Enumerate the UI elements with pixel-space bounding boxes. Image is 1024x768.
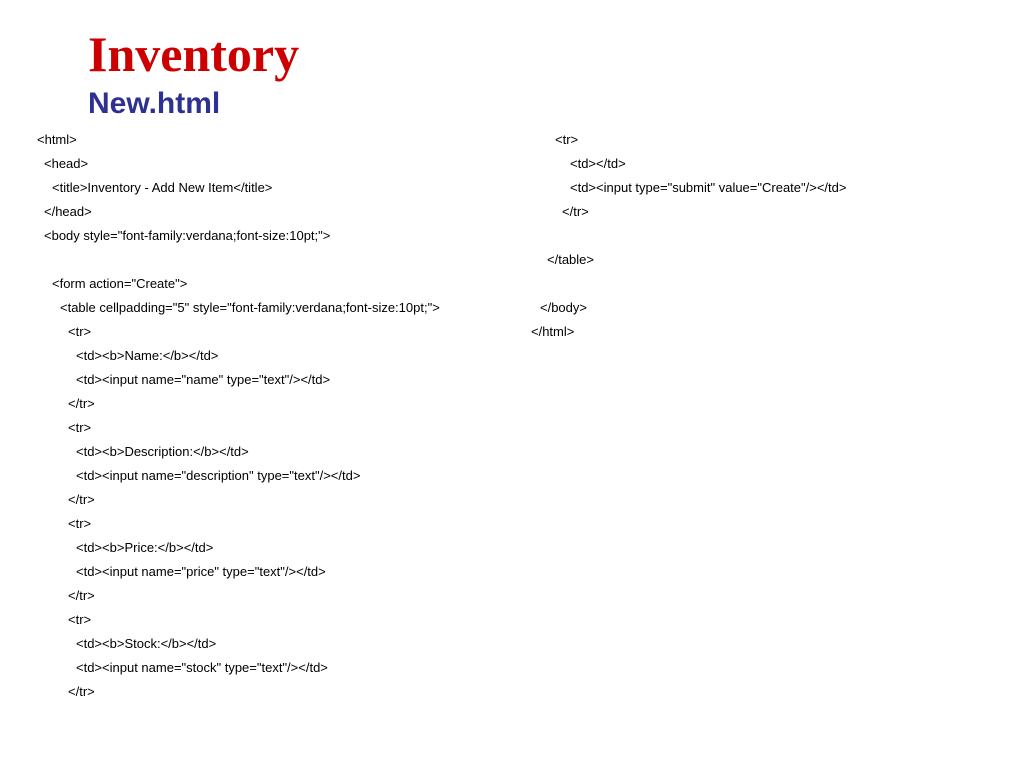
- code-line: [500, 200, 1000, 224]
- code-text: <tr>: [68, 324, 92, 339]
- code-line: [500, 272, 1000, 296]
- code-line: [0, 320, 520, 344]
- code-text: </tr>: [68, 684, 95, 699]
- code-line: [500, 176, 1000, 200]
- code-text: <form action="Create">: [52, 276, 188, 291]
- code-line: [0, 296, 520, 320]
- code-listing-right: [500, 128, 1000, 344]
- code-line: [500, 152, 1000, 176]
- code-text: <td><b>Name:</b></td>: [76, 348, 219, 363]
- code-line: [0, 584, 520, 608]
- code-text: <td><b>Stock:</b></td>: [76, 636, 217, 651]
- code-line: [0, 464, 520, 488]
- code-text: <title>Inventory - Add New Item</title>: [52, 180, 273, 195]
- code-line: [0, 200, 520, 224]
- code-line: [0, 272, 520, 296]
- code-text: <td><input name="price" type="text"/></td>: [76, 564, 326, 579]
- code-line: [500, 320, 1000, 344]
- code-line: [0, 512, 520, 536]
- code-line: [0, 128, 520, 152]
- code-text: </tr>: [68, 396, 95, 411]
- code-line: [0, 608, 520, 632]
- code-text: <tr>: [68, 420, 92, 435]
- slide-title: Inventory: [88, 26, 300, 82]
- slide-subtitle: New.html: [88, 87, 221, 120]
- code-text: <tr>: [555, 132, 579, 147]
- code-line: [500, 296, 1000, 320]
- code-line: [0, 176, 520, 200]
- code-line: [0, 656, 520, 680]
- code-line: [0, 632, 520, 656]
- code-text: <td><b>Price:</b></td>: [76, 540, 214, 555]
- code-listing-left: [0, 128, 520, 704]
- code-text: </html>: [531, 324, 575, 339]
- code-text: </head>: [44, 204, 92, 219]
- code-text: <table cellpadding="5" style="font-family:verdana;font-size:10pt;">: [60, 300, 440, 315]
- code-text: <tr>: [68, 516, 92, 531]
- code-text: </tr>: [68, 588, 95, 603]
- code-text: <body style="font-family:verdana;font-size:10pt;">: [44, 228, 331, 243]
- code-line: [500, 248, 1000, 272]
- code-text: <tr>: [68, 612, 92, 627]
- code-line: [500, 224, 1000, 248]
- code-text: <head>: [44, 156, 89, 171]
- code-text: </tr>: [68, 492, 95, 507]
- code-text: <html>: [37, 132, 77, 147]
- code-line: [0, 152, 520, 176]
- code-line: [0, 224, 520, 248]
- code-line: [0, 680, 520, 704]
- code-line: [0, 488, 520, 512]
- code-line: [0, 440, 520, 464]
- code-text: </body>: [540, 300, 587, 315]
- code-line: [0, 248, 520, 272]
- code-text: <td><input name="name" type="text"/></td>: [76, 372, 331, 387]
- code-line: [0, 344, 520, 368]
- code-text: </tr>: [562, 204, 589, 219]
- code-line: [500, 128, 1000, 152]
- code-line: [0, 392, 520, 416]
- code-text: <td><input type="submit" value="Create"/></td>: [570, 180, 847, 195]
- code-line: [0, 416, 520, 440]
- code-line: [0, 560, 520, 584]
- code-line: [0, 368, 520, 392]
- code-line: [0, 536, 520, 560]
- code-text: <td><b>Description:</b></td>: [76, 444, 249, 459]
- code-text: <td></td>: [570, 156, 626, 171]
- code-text: </table>: [547, 252, 594, 267]
- code-text: <td><input name="description" type="text"/></td>: [76, 468, 361, 483]
- code-text: <td><input name="stock" type="text"/></td>: [76, 660, 328, 675]
